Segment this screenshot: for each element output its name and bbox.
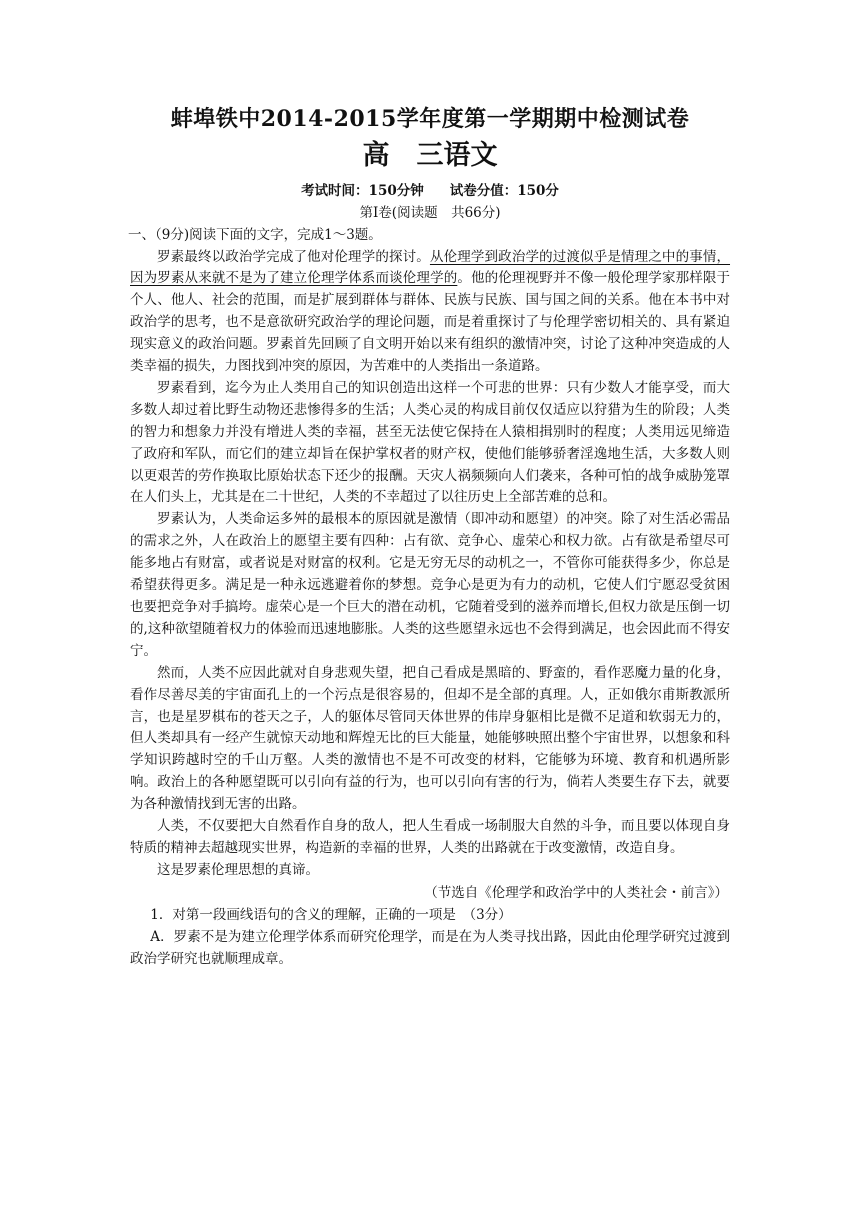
question-1-stem: 1．对第一段画线语句的含义的理解，正确的一项是 （3分） <box>150 906 512 923</box>
part-one-heading: 一、（9分)阅读下面的文字，完成1～3题。 <box>128 227 382 243</box>
passage-paragraph-1 <box>130 247 730 378</box>
passage-paragraph-5: 人类，不仅要把大自然看作自身的敌人，把人生看成一场制服大自然的斗争，而且要以体现自身特质的精神去超越现实世界，构造新的幸福的世界，人类的出路就在于改变激情，改造自身。 <box>130 818 730 856</box>
passage-paragraph-6: 这是罗素伦理思想的真谛。 <box>157 861 319 878</box>
subject-title: 高 三语文 <box>362 140 498 171</box>
passage-paragraph-2: 罗素看到，迄今为止人类用自己的知识创造出这样一个可悲的世界：只有少数人才能享受，而大多数人却过着比野生动物还悲惨得多的生活；人类心灵的构成目前仅仅适应以狩猎为生的阶段；人类的智力和想象力并没有增进人类的幸福，甚至无法使它保持在人猿相揖别时的程度；人类用远见缔造了政府和军队，而它们的建立却旨在保护掌权者的财产权，使他们能够骄奢淫逸地生活，大多数人则以更艰苦的劳作换取比原始状态下还少的报酬。天灾人祸频频向人们袭来，各种可怕的战争威胁笼罩在人们头上，尤其是在二十世纪，人类的不幸超过了以往历史上全部苦难的总和。 <box>130 379 730 506</box>
passage-paragraph-3: 罗素认为，人类命运多舛的最根本的原因就是激情（即冲动和愿望）的冲突。除了对生活必需品的需求之外，人在政治上的愿望主要有四种：占有欲、竞争心、虚荣心和权力欲。占有欲是希望尽可能多地占有财富，或者说是对财富的权利。它是无穷无尽的动机之一，不管你可能获得多少，你总是希望获得更多。满足是一种永远逃避着你的梦想。竞争心是更为有力的动机，它使人们宁愿忍受贫困也要把竞争对手搞垮。虚荣心是一个巨大的潜在动机，它随着受到的滋养而增长,但权力欲是压倒一切的,这种欲望随着权力的体验而迅速地膨胀。人类的这些愿望永远也不会得到满足，也会因此而不得安宁。 <box>130 511 730 659</box>
passage-source: （节选自《伦理学和政治学中的人类社会・前言》） <box>424 884 728 901</box>
paragraph-1-rest: 。他的伦理视野并不像一般伦理学家那样限于个人、他人、社会的范围，而是扩展到群体与群体、民族与民族、国与国之间的关系。他在本书中对政治学的思考，也不是意欲研究政治学的理论问题，而是着重探讨了与伦理学密切相关的、具有紧迫现实意义的政治问题。罗素首先回顾了自文明开始以来有组织的激情冲突，讨论了这种冲突造成的人类幸福的损失，力图找到冲突的原因，为苦难中的人类指出一条道路。 <box>130 270 731 375</box>
underlined-sentence: 从伦理学到政治学的过渡似乎是情理之中的事情，因为罗素从来就不是为了建立伦理学体系而谈伦理学的 <box>130 248 731 287</box>
passage-paragraph-4: 然而，人类不应因此就对自身悲观失望，把自己看成是黑暗的、野蛮的，看作恶魔力量的化身，看作尽善尽美的宇宙面孔上的一个污点是很容易的，但却不是全部的真理。人，正如俄尔甫斯教派所言，也是星罗棋布的苍天之子，人的躯体尽管同天体世界的伟岸身躯相比是微不足道和软弱无力的，但人类却具有一经产生就惊天动地和辉煌无比的巨大能量，她能够映照出整个宇宙世界，以想象和科学知识跨越时空的千山万壑。人类的激情也不是不可改变的材料，它能够为环境、教育和机遇所影响。政治上的各种愿望既可以引向有益的行为，也可以引向有害的行为，倘若人类要生存下去，就要为各种激情找到无害的出路。 <box>130 664 730 813</box>
paragraph-1-lead: 罗素最终以政治学完成了他对伦理学的探讨。 <box>157 248 430 265</box>
section-label: 第Ⅰ卷(阅读题 共66分) <box>359 205 501 221</box>
question-1-option-a: A．罗素不是为建立伦理学体系而研究伦理学，而是在为人类寻找出路，因此由伦理学研究过渡到政治学研究也就顺理成章。 <box>130 928 730 967</box>
exam-time: 考试时间：150分钟 <box>301 183 424 199</box>
exam-info <box>130 181 730 201</box>
exam-title: 蚌埠铁中2014-2015学年度第一学期期中检测试卷 <box>170 106 690 132</box>
exam-score: 试卷分值：150分 <box>449 183 559 199</box>
exam-page <box>130 104 730 970</box>
